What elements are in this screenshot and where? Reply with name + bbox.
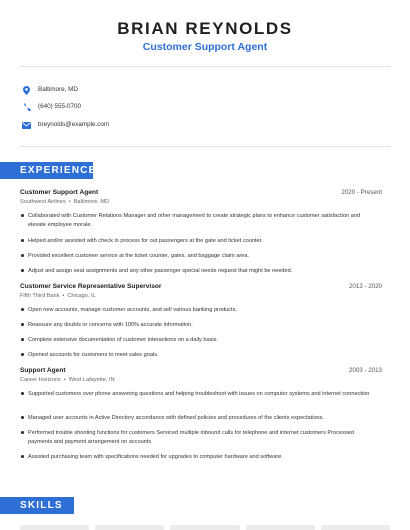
skill-tag <box>170 525 239 530</box>
skills-heading: SKILLS <box>0 497 74 514</box>
job-organization: Southwest Airlines • Baltimore, MD <box>20 199 110 205</box>
job-location: West Lafayette, IN <box>68 377 115 383</box>
contact-location-text: Baltimore, MD <box>38 86 78 93</box>
contact-phone <box>22 101 82 113</box>
contact-divider <box>20 146 390 147</box>
skill-tag <box>20 525 89 530</box>
job-company: Southwest Airlines <box>20 199 66 205</box>
job-dates: 2003 - 2013 <box>348 367 382 374</box>
skills-list <box>20 525 390 530</box>
job-title: Customer Service Representative Supervisor <box>20 283 162 290</box>
candidate-name: BRIAN REYNOLDS <box>117 19 293 38</box>
skill-tag <box>246 525 315 530</box>
contact-email <box>22 119 110 131</box>
header-divider <box>20 66 390 67</box>
job-title: Customer Support Agent <box>20 189 99 196</box>
phone-icon <box>22 102 31 112</box>
job-dates: 2020 - Present <box>341 189 382 196</box>
job-location: Baltimore, MD <box>73 199 110 205</box>
skill-tag <box>321 525 390 530</box>
job-dates: 2013 - 2020 <box>348 283 382 290</box>
job-company: Fifth Third Bank <box>20 293 60 299</box>
experience-heading: EXPERIENCE <box>0 162 93 179</box>
location-pin-icon <box>22 85 31 95</box>
contact-email-text: breynolds@example.com <box>38 121 110 128</box>
contact-phone-text: (640) 555-0700 <box>38 103 82 110</box>
job-location: Chicago, IL <box>67 293 96 299</box>
job-company: Career Horizons <box>20 377 61 383</box>
job-organization: Career Horizons • West Lafayette, IN <box>20 377 115 383</box>
job-organization: Fifth Third Bank • Chicago, IL <box>20 293 96 299</box>
job-title: Support Agent <box>20 367 66 374</box>
candidate-title: Customer Support Agent <box>142 41 268 53</box>
contact-location <box>22 84 78 96</box>
email-icon <box>22 120 31 130</box>
skill-tag <box>95 525 164 530</box>
